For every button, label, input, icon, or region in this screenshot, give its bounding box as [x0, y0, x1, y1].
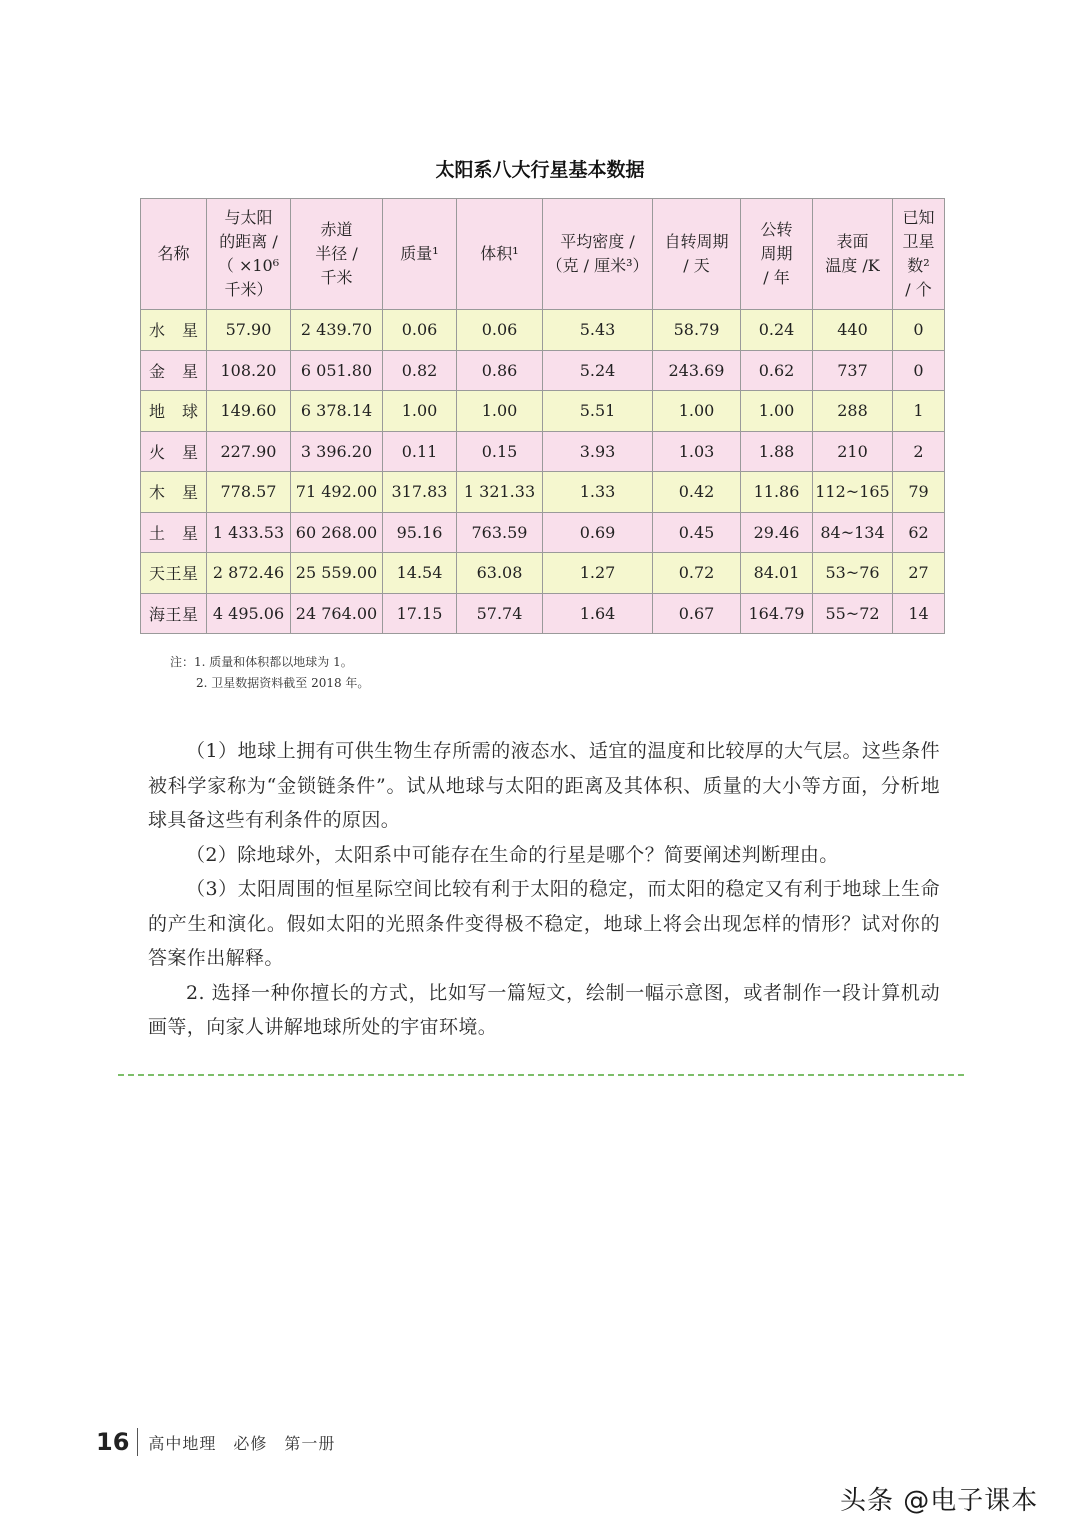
table-cell: 1.00	[457, 391, 543, 432]
header-line: 已知	[902, 208, 935, 227]
table-cell: 0.69	[543, 512, 653, 553]
note-2: 2. 卫星数据资料截至 2018 年。	[196, 676, 370, 690]
header-line: 周期	[760, 244, 793, 263]
planet-data-table	[140, 198, 945, 634]
header-line: 质量¹	[400, 244, 439, 263]
table-cell: 5.51	[543, 391, 653, 432]
table-cell: 60 268.00	[291, 512, 383, 553]
table-cell: 1.33	[543, 472, 653, 513]
header-cell	[207, 199, 291, 310]
table-row	[141, 310, 945, 351]
table-cell: 55~72	[813, 593, 893, 634]
exercise-text	[148, 734, 940, 1045]
table-cell: 29.46	[741, 512, 813, 553]
table-cell: 0.45	[653, 512, 741, 553]
table-row	[141, 593, 945, 634]
header-cell	[543, 199, 653, 310]
note-1: 注：1. 质量和体积都以地球为 1。	[170, 655, 353, 669]
table-cell: 0	[893, 310, 945, 351]
table-notes	[170, 652, 369, 694]
table-header-row	[141, 199, 945, 310]
table-cell: 0.06	[383, 310, 457, 351]
table-cell: 227.90	[207, 431, 291, 472]
table-row	[141, 350, 945, 391]
table-cell: 95.16	[383, 512, 457, 553]
table-cell: 0.67	[653, 593, 741, 634]
table-cell: 11.86	[741, 472, 813, 513]
table-cell: 2	[893, 431, 945, 472]
table-cell: 25 559.00	[291, 553, 383, 594]
planet-name-cell: 木 星	[141, 472, 207, 513]
table-cell: 0.62	[741, 350, 813, 391]
table-cell: 1.00	[383, 391, 457, 432]
planet-name-cell: 火 星	[141, 431, 207, 472]
question-1: （1）地球上拥有可供生物生存所需的液态水、适宜的温度和比较厚的大气层。这些条件被科学家称为“金锁链条件”。试从地球与太阳的距离及其体积、质量的大小等方面，分析地球具备这些有利条件的原因。	[148, 740, 940, 831]
table-cell: 0	[893, 350, 945, 391]
table-cell: 4 495.06	[207, 593, 291, 634]
header-cell	[383, 199, 457, 310]
table-cell: 243.69	[653, 350, 741, 391]
table-cell: 0.15	[457, 431, 543, 472]
table-cell: 53~76	[813, 553, 893, 594]
table-cell: 5.24	[543, 350, 653, 391]
planet-name-cell: 金 星	[141, 350, 207, 391]
table-cell: 737	[813, 350, 893, 391]
header-line: （克 / 厘米³）	[546, 256, 649, 275]
table-cell: 112~165	[813, 472, 893, 513]
header-line: 卫星	[902, 232, 935, 251]
table-cell: 2 439.70	[291, 310, 383, 351]
header-cell	[291, 199, 383, 310]
header-cell	[457, 199, 543, 310]
header-line: 公转	[760, 220, 793, 239]
header-line: / 个	[905, 280, 932, 299]
table-cell: 1.00	[653, 391, 741, 432]
table-cell: 14	[893, 593, 945, 634]
table-row	[141, 472, 945, 513]
watermark: 头条 @电子课本	[840, 1486, 1039, 1516]
activity-2: 2. 选择一种你擅长的方式，比如写一篇短文，绘制一幅示意图，或者制作一段计算机动画等，向家人讲解地球所处的宇宙环境。	[148, 981, 940, 1038]
table-cell: 149.60	[207, 391, 291, 432]
table-cell: 1.64	[543, 593, 653, 634]
table-cell: 63.08	[457, 553, 543, 594]
table-cell: 79	[893, 472, 945, 513]
table-cell: 210	[813, 431, 893, 472]
header-line: 的距离 /	[219, 232, 278, 251]
header-cell	[813, 199, 893, 310]
header-cell	[141, 199, 207, 310]
table-cell: 6 378.14	[291, 391, 383, 432]
table-cell: 3.93	[543, 431, 653, 472]
question-2: （2）除地球外，太阳系中可能存在生命的行星是哪个？简要阐述判断理由。	[186, 843, 839, 866]
table-cell: 62	[893, 512, 945, 553]
header-line: 千米	[320, 268, 353, 287]
table-cell: 1.88	[741, 431, 813, 472]
table-cell: 164.79	[741, 593, 813, 634]
table-cell: 5.43	[543, 310, 653, 351]
table-cell: 6 051.80	[291, 350, 383, 391]
table-row	[141, 512, 945, 553]
header-line: 千米）	[224, 280, 273, 299]
table-row	[141, 431, 945, 472]
table-cell: 0.06	[457, 310, 543, 351]
table-cell: 0.82	[383, 350, 457, 391]
table-cell: 1 433.53	[207, 512, 291, 553]
table-cell: 3 396.20	[291, 431, 383, 472]
table-cell: 108.20	[207, 350, 291, 391]
page-number: 16	[96, 1428, 138, 1456]
header-line: 数²	[907, 256, 930, 275]
table-cell: 24 764.00	[291, 593, 383, 634]
header-line: 名称	[157, 244, 190, 263]
header-line: 体积¹	[480, 244, 519, 263]
planet-name-cell: 水 星	[141, 310, 207, 351]
header-line: 表面	[836, 232, 869, 251]
table-cell: 71 492.00	[291, 472, 383, 513]
table-cell: 58.79	[653, 310, 741, 351]
table-body	[141, 310, 945, 634]
header-cell	[741, 199, 813, 310]
table-cell: 0.86	[457, 350, 543, 391]
table-cell: 440	[813, 310, 893, 351]
header-line: 半径 /	[315, 244, 358, 263]
table-cell: 84.01	[741, 553, 813, 594]
table-cell: 0.42	[653, 472, 741, 513]
question-3: （3）太阳周围的恒星际空间比较有利于太阳的稳定，而太阳的稳定又有利于地球上生命的产生和演化。假如太阳的光照条件变得极不稳定，地球上将会出现怎样的情形？试对你的答案作出解释。	[148, 878, 940, 969]
table-cell: 778.57	[207, 472, 291, 513]
header-line: （ ×10⁶	[217, 256, 280, 275]
header-line: 与太阳	[224, 208, 273, 227]
table-cell: 0.72	[653, 553, 741, 594]
table-cell: 317.83	[383, 472, 457, 513]
table-cell: 1 321.33	[457, 472, 543, 513]
table-cell: 1.03	[653, 431, 741, 472]
planet-name-cell: 海王星	[141, 593, 207, 634]
planet-name-cell: 土 星	[141, 512, 207, 553]
header-cell	[653, 199, 741, 310]
table-cell: 57.90	[207, 310, 291, 351]
header-line: 赤道	[320, 220, 353, 239]
table-cell: 1.00	[741, 391, 813, 432]
header-line: 平均密度 /	[560, 232, 635, 251]
header-line: 自转周期	[664, 232, 729, 251]
planet-name-cell: 天王星	[141, 553, 207, 594]
header-line: 温度 /K	[825, 256, 880, 275]
table-cell: 14.54	[383, 553, 457, 594]
table-cell: 1	[893, 391, 945, 432]
planet-name-cell: 地 球	[141, 391, 207, 432]
header-line: / 年	[763, 268, 790, 287]
table-cell: 288	[813, 391, 893, 432]
table-cell: 2 872.46	[207, 553, 291, 594]
table-cell: 27	[893, 553, 945, 594]
table-cell: 17.15	[383, 593, 457, 634]
header-cell	[893, 199, 945, 310]
book-name: 高中地理 必修 第一册	[148, 1433, 336, 1453]
table-cell: 57.74	[457, 593, 543, 634]
table-cell: 0.24	[741, 310, 813, 351]
page-footer	[96, 1426, 335, 1458]
table-row	[141, 391, 945, 432]
table-row	[141, 553, 945, 594]
table-title: 太阳系八大行星基本数据	[435, 159, 645, 181]
header-line: / 天	[683, 256, 710, 275]
dashed-divider	[118, 1074, 964, 1076]
table-cell: 763.59	[457, 512, 543, 553]
table-cell: 84~134	[813, 512, 893, 553]
table-cell: 0.11	[383, 431, 457, 472]
table-cell: 1.27	[543, 553, 653, 594]
